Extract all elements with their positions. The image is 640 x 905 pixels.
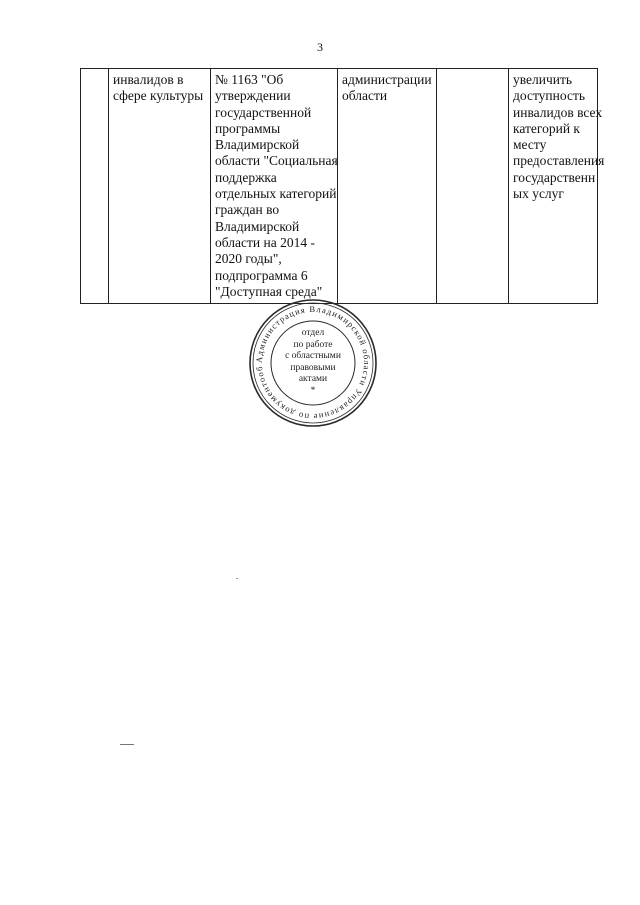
- cell-line: категорий к: [513, 120, 580, 136]
- cell-line: 2020 годы",: [215, 251, 282, 267]
- table-cell-category: [109, 69, 211, 304]
- stamp-line: актами: [298, 374, 328, 384]
- scan-artifact: [120, 744, 134, 745]
- table-row: [81, 69, 598, 304]
- cell-line: месту: [513, 137, 547, 153]
- cell-line: государственн: [513, 169, 596, 185]
- cell-line: инвалидов в: [113, 72, 184, 87]
- table-cell-index: [81, 69, 109, 304]
- stamp-line: отдел: [301, 328, 325, 338]
- cell-line: граждан во: [215, 202, 280, 218]
- cell-line: утверждении: [215, 88, 291, 104]
- scan-artifact: [236, 578, 238, 579]
- table-cell-result: [509, 69, 605, 304]
- cell-line: Владимирской: [215, 218, 300, 234]
- cell-line: администрации: [342, 72, 432, 87]
- official-stamp: [248, 298, 378, 428]
- stamp-ring-text: Администрация Владимирской области Управление по документооб: [253, 303, 373, 423]
- stamp-line: по работе: [293, 339, 333, 350]
- table-cell-deadline: [437, 69, 509, 304]
- cell-line: области: [342, 88, 388, 104]
- stamp-line: правовыми: [290, 362, 336, 373]
- cell-line: программы: [215, 120, 281, 136]
- page-number: 3: [317, 40, 323, 54]
- stamp-line: с областными: [285, 351, 341, 361]
- cell-line: ых услуг: [513, 186, 564, 202]
- cell-line: области на 2014 -: [215, 234, 315, 250]
- table-cell-legal-act: [211, 69, 338, 304]
- cell-line: сфере культуры: [113, 88, 204, 104]
- cell-line: подпрограмма 6: [215, 267, 308, 283]
- cell-line: области "Социальная: [215, 153, 338, 169]
- document-table: [80, 68, 605, 304]
- stamp-star-icon: *: [310, 385, 316, 396]
- stamp-center: [248, 328, 378, 397]
- cell-line: увеличить: [513, 72, 573, 87]
- cell-line: доступность: [513, 88, 586, 104]
- cell-line: государственной: [215, 104, 312, 120]
- cell-line: предоставления: [513, 153, 605, 169]
- cell-line: "Доступная среда": [215, 283, 323, 299]
- cell-line: Владимирской: [215, 137, 300, 153]
- cell-line: № 1163 "Об: [215, 72, 284, 87]
- table-cell-executor: [338, 69, 437, 304]
- cell-line: поддержка: [215, 169, 277, 185]
- cell-line: отдельных категорий: [215, 186, 337, 202]
- cell-line: инвалидов всех: [513, 104, 603, 120]
